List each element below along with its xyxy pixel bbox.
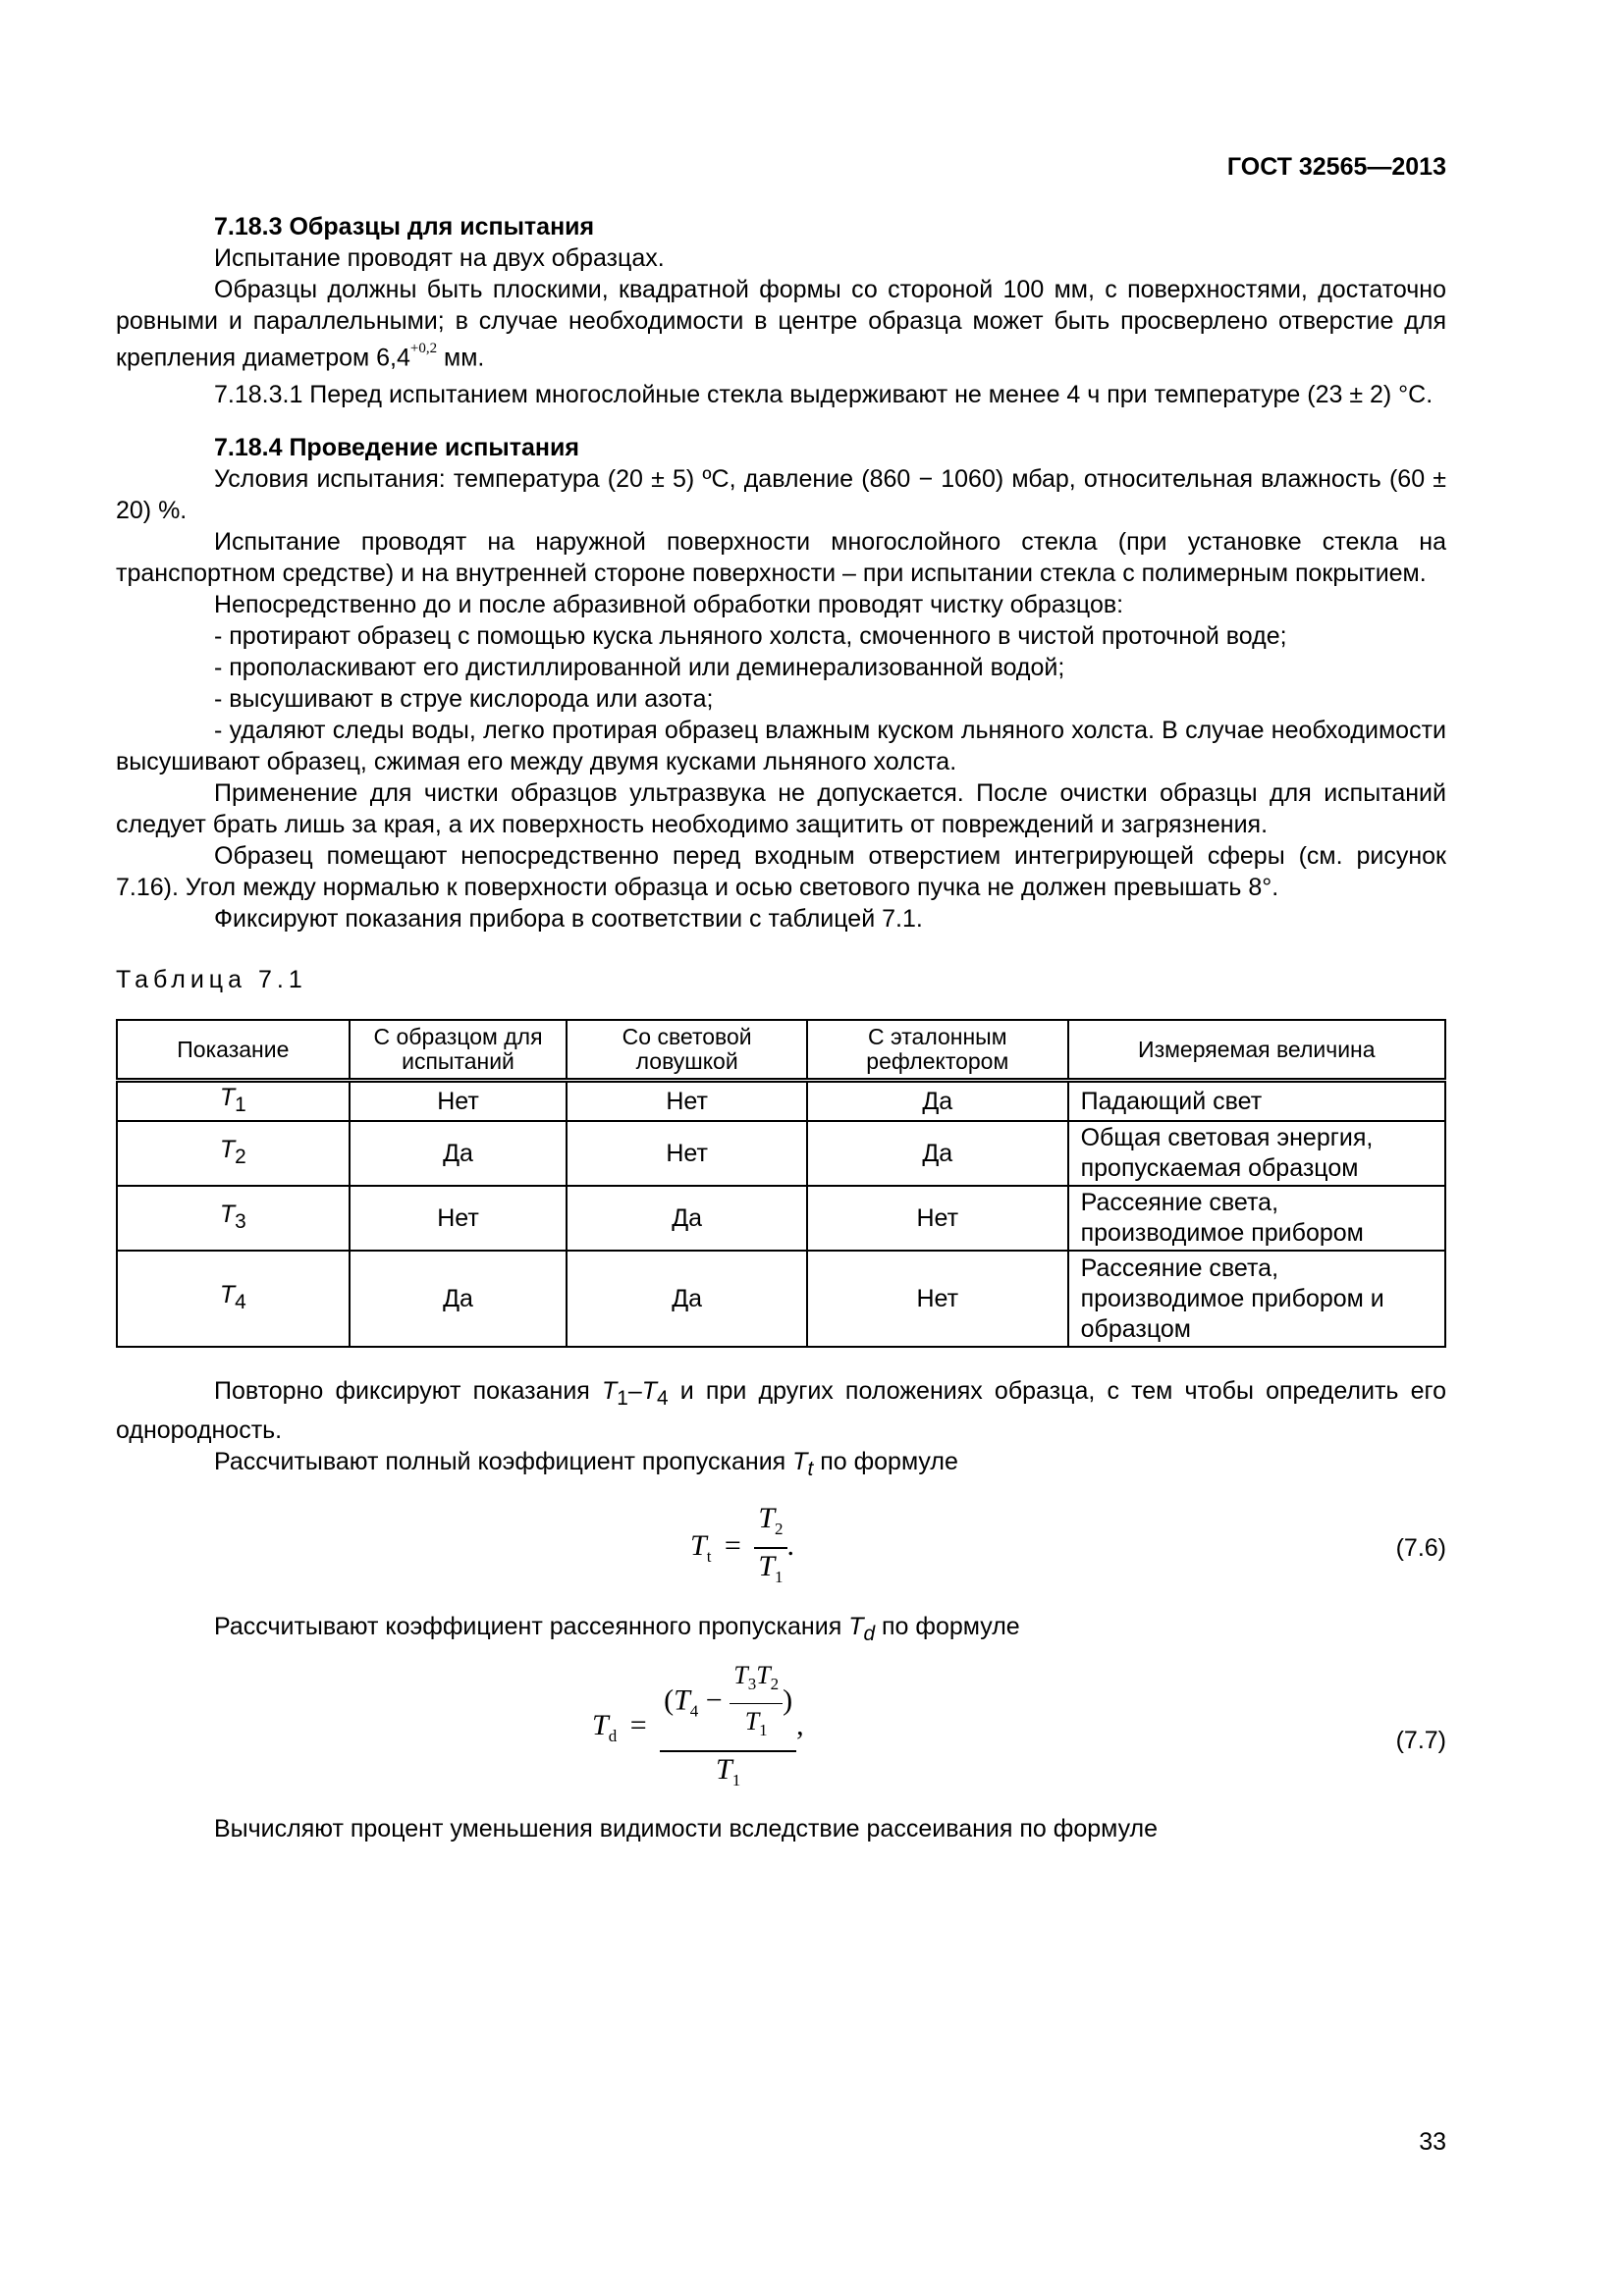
table-cell: Рассеяние света, производимое прибором и образцом	[1068, 1251, 1445, 1347]
paragraph: Вычисляют процент уменьшения видимости вследствие рассеивания по формуле	[214, 1815, 1159, 1843]
table-row	[117, 1251, 1445, 1347]
paragraph: Рассчитывают полный коэффициент пропускания $T_t$ по формуле	[214, 1448, 958, 1481]
paragraph: Фиксируют показания прибора в соответствии с таблицей 7.1.	[214, 905, 923, 934]
table-row	[117, 1081, 1445, 1122]
paragraph: Образец помещают непосредственно перед входным отверстием интегрирующей сферы (см. рисунок 7.16). Угол между нормалью к поверхности образца и осью светового пучка не должен превышать 8°.	[116, 842, 1446, 902]
tolerance: +0,2	[409, 341, 438, 356]
formula-number: (7.6)	[1395, 1534, 1446, 1563]
table-caption: Таблица 7.1	[116, 966, 307, 994]
table-cell: Да	[807, 1121, 1068, 1186]
table-header: Измеряемая величина	[1068, 1020, 1445, 1081]
table-cell: Да	[567, 1186, 807, 1251]
table-cell: Нет	[350, 1081, 568, 1122]
paragraph: Рассчитывают коэффициент рассеянного пропускания $T_d$ по формуле	[214, 1613, 1020, 1646]
reading-symbol: $T_2$	[117, 1121, 350, 1186]
list-item: - протирают образец с помощью куска льняного холста, смоченного в чистой проточной воде;	[214, 622, 1287, 651]
paragraph: Повторно фиксируют показания $T_1-T_4$ и при других положениях образца, с тем чтобы определить его однородность.	[116, 1377, 1446, 1445]
list-item: - прополаскивают его дистиллированной или деминерализованной водой;	[214, 654, 1065, 682]
table-cell: Нет	[807, 1251, 1068, 1347]
reading-symbol: $T_1$	[117, 1081, 350, 1122]
table-cell: Рассеяние света, производимое прибором	[1068, 1186, 1445, 1251]
paragraph: Условия испытания: температура (20 ± 5) ºС, давление (860 − 1060) мбар, относительная влажность (60 ± 20) %.	[116, 465, 1446, 525]
table-header: С образцом для испытаний	[350, 1020, 568, 1081]
table-cell: Нет	[807, 1186, 1068, 1251]
document-id: ГОСТ 32565—2013	[1226, 153, 1446, 181]
list-item: - удаляют следы воды, легко протирая образец влажным куском льняного холста. В случае необходимости высушивают образец, сжимая его между двумя кусками льняного холста.	[116, 717, 1446, 776]
formula-number: (7.7)	[1395, 1727, 1446, 1755]
paragraph: Применение для чистки образцов ультразвука не допускается. После очистки образцы для испытаний следует брать лишь за края, а их поверхность необходимо защитить от повреждений и загрязнения.	[116, 779, 1446, 839]
table-cell: Нет	[567, 1081, 807, 1122]
paragraph: Испытание проводят на наружной поверхности многослойного стекла (при установке стекла на транспортном средстве) и на внутренней стороне поверхности – при испытании стекла с полимерным покрытием.	[116, 528, 1446, 588]
reading-symbol: $T_4$	[117, 1251, 350, 1347]
table-cell: Да	[807, 1081, 1068, 1122]
measurement-table	[116, 1019, 1446, 1348]
table-cell: Да	[350, 1121, 568, 1186]
table-row	[117, 1186, 1445, 1251]
page-number: 33	[1419, 2128, 1446, 2156]
table-cell: Да	[567, 1251, 807, 1347]
paragraph: Испытание проводят на двух образцах.	[214, 244, 665, 272]
table-row	[117, 1121, 1445, 1186]
list-item: - высушивают в струе кислорода или азота;	[214, 685, 714, 714]
formula-7-7	[116, 1650, 1446, 1807]
table-cell: Нет	[350, 1186, 568, 1251]
table-cell: Падающий свет	[1068, 1081, 1445, 1122]
paragraph: Образцы должны быть плоскими, квадратной формы со стороной 100 мм, с поверхностями, достаточно ровными и параллельными; в случае необходимости в центре образца может быть просверлено отверстие для крепления диаметром $6,4^{+0,2}$ мм.	[116, 276, 1446, 372]
table-header: Со световой ловушкой	[567, 1020, 807, 1081]
formula-expression: $T_t$ = $\frac{T_2}{T_1}$ .	[690, 1502, 795, 1587]
table-header: С эталонным рефлектором	[807, 1020, 1068, 1081]
paragraph: 7.18.3.1 Перед испытанием многослойные стекла выдерживают не менее 4 ч при температуре (23 ± 2) °С.	[214, 381, 1434, 409]
section-7-18-4-heading: 7.18.4 Проведение испытания	[214, 434, 579, 462]
page-content	[116, 211, 1446, 1844]
section-7-18-3-heading: 7.18.3 Образцы для испытания	[214, 213, 595, 240]
formula-expression: $T_d$ = ($T_4$ − $\frac{T_3T_2}{T_1}$ ) $T_1$ ,	[592, 1661, 804, 1789]
table-cell: Нет	[567, 1121, 807, 1186]
paragraph: Непосредственно до и после абразивной обработки проводят чистку образцов:	[214, 591, 1124, 619]
formula-7-6	[116, 1485, 1446, 1603]
table-cell: Общая световая энергия, пропускаемая образцом	[1068, 1121, 1445, 1186]
table-header: Показание	[117, 1020, 350, 1081]
table-cell: Да	[350, 1251, 568, 1347]
reading-symbol: $T_3$	[117, 1186, 350, 1251]
